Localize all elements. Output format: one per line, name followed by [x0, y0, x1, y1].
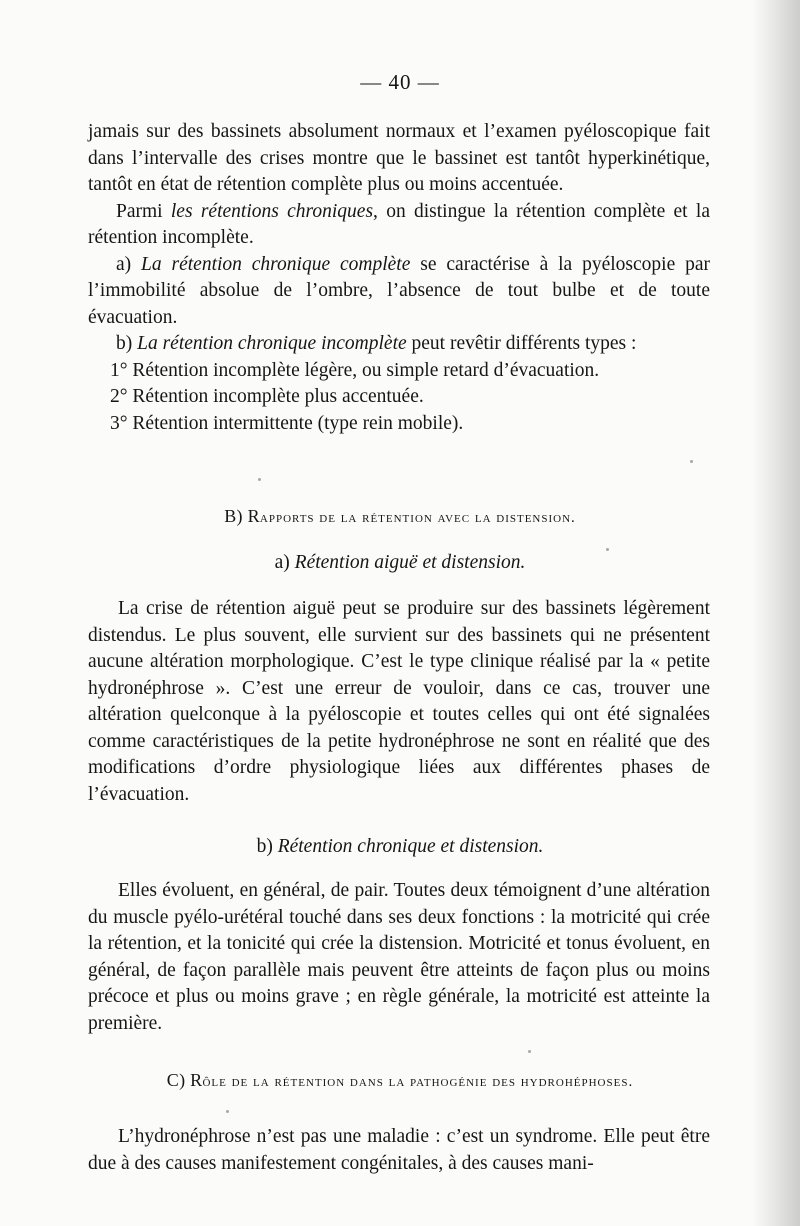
types-list	[88, 358, 710, 438]
subheading-a: a) Rétention aiguë et distension.	[274, 552, 526, 573]
scan-speck	[258, 478, 261, 481]
text-block-elles	[88, 878, 710, 1037]
text-block-last	[88, 1124, 710, 1177]
list-item: 1° Rétention incomplète légère, ou simple retard d’évacuation.	[110, 359, 600, 381]
scan-speck	[528, 1050, 531, 1053]
page-edge-shadow	[752, 0, 800, 1226]
opening-text-block	[88, 119, 710, 437]
scan-speck	[226, 1110, 229, 1113]
section-heading-b: B) Rapports de la rétention avec la distension.	[224, 506, 576, 526]
paragraph-retention-complete: a) La rétention chronique complète se caractérise à la pyéloscopie par l’immobilité absolue de l’ombre, l’absence de tout bulbe et de toute évacuation.	[88, 253, 710, 328]
scan-speck	[690, 460, 693, 463]
list-item: 2° Rétention incomplète plus accentuée.	[110, 386, 424, 407]
paragraph-retentions-chroniques: Parmi les rétentions chroniques, on distingue la rétention complète et la rétention incomplète.	[88, 200, 710, 248]
page-number: — 40 —	[360, 70, 440, 94]
paragraph-hydronephrose: L’hydronéphrose n’est pas une maladie : c’est un syndrome. Elle peut être due à des causes manifestement congénitales, à des causes mani-	[88, 1126, 710, 1174]
paragraph-elles-evoluent: Elles évoluent, en général, de pair. Toutes deux témoignent d’une altération du muscle pyélo-urétéral touché dans ses deux fonctions : la motricité qui crée la rétention, et la tonicité qui crée la distension. Motricité et tonus évoluent, en général, de façon parallèle mais peuvent être atteints de façon plus ou moins précoce et plus ou moins grave ; en règle générale, la motricité est atteinte la première.	[88, 880, 710, 1034]
paragraph-crise-retention: La crise de rétention aiguë peut se produire sur des bassinets légèrement distendus. Le plus souvent, elle survient sur des bassinets qui ne présentent aucune altération morphologique. C’est le type clinique réalisé par la « petite hydronéphrose ». C’est une erreur de vouloir, dans ce cas, trouver une altération quelconque à la pyéloscopie et toutes celles qui ont été signalées comme caractéristiques de la petite hydronéphrose ne sont en réalité que des modifications d’ordre physiologique liées aux différentes phases de l’évacuation.	[88, 598, 710, 805]
subheading-b: b) Rétention chronique et distension.	[256, 836, 544, 857]
paragraph-continuation: jamais sur des bassinets absolument normaux et l’examen pyéloscopique fait dans l’intervalle des crises montre que le bassinet est tantôt hyperkinétique, tantôt en état de rétention complète plus ou moins accentuée.	[88, 121, 710, 195]
section-heading-c: C) Rôle de la rétention dans la pathogénie des hydrohéphoses.	[166, 1070, 634, 1090]
paragraph-retention-incomplete: b) La rétention chronique incomplète peut revêtir différents types :	[116, 333, 637, 354]
scan-speck	[606, 548, 609, 551]
list-item: 3° Rétention intermittente (type rein mobile).	[110, 412, 464, 434]
text-block-crise	[88, 596, 710, 808]
